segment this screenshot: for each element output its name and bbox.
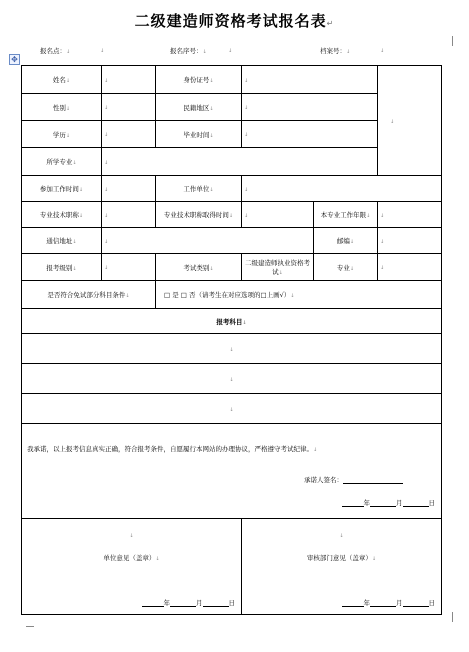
exempt-options[interactable]: □ 是 □ 否（请考生在对应选项的□上画√）↓ xyxy=(156,281,442,309)
tech-title-time-label: 专业技术职称取得时间↓ xyxy=(156,202,242,228)
tech-title-label: 专业技术职称↓ xyxy=(22,202,102,228)
work-start-label: 参加工作时间↓ xyxy=(22,176,102,202)
registration-seq-value[interactable]: ↓ xyxy=(228,48,233,54)
review-opinion-date[interactable]: 年 月 日 xyxy=(244,598,439,607)
work-unit-label: 工作单位↓ xyxy=(156,176,242,202)
pledge-date[interactable]: 年 月 日 xyxy=(27,498,439,507)
major-field[interactable]: ↓ xyxy=(102,148,378,176)
form-title-text: 二级建造师资格考试报名表 xyxy=(134,12,327,30)
region-field[interactable]: ↓ xyxy=(242,94,378,121)
pledge-cell xyxy=(22,424,442,519)
postcode-field[interactable]: ↓ xyxy=(378,228,442,254)
exempt-question-label: 是否符合免试部分科目条件↓ xyxy=(22,281,156,309)
unit-opinion-date[interactable]: 年 月 日 xyxy=(24,598,239,607)
education-label: 学历↓ xyxy=(22,121,102,148)
exam-level-field[interactable]: ↓ xyxy=(102,254,156,281)
id-number-field[interactable]: ↓ xyxy=(242,66,378,94)
crop-mark-icon xyxy=(26,626,34,633)
file-number-label: 档案号：↓ xyxy=(320,47,351,55)
crop-mark-icon xyxy=(452,36,459,46)
subjects-header: 报考科目↓ xyxy=(22,309,442,334)
gender-label: 性别↓ xyxy=(22,94,102,121)
subject-row-1[interactable]: ↓ xyxy=(22,334,442,364)
education-field[interactable]: ↓ xyxy=(102,121,156,148)
subject-row-3[interactable]: ↓ xyxy=(22,394,442,424)
cert-major-label: 二级建造师执业资格考试↓ xyxy=(242,254,314,281)
specialty-field[interactable]: ↓ xyxy=(378,254,442,281)
paragraph-mark-icon: ↵ xyxy=(326,19,335,28)
major-label: 所学专业↓ xyxy=(22,148,102,176)
review-opinion-cell[interactable]: ↓ 审核部门意见（盖章）↓ 年 月 日 xyxy=(242,519,442,615)
major-years-label: 本专业工作年限↓ xyxy=(314,202,378,228)
registration-form-table xyxy=(21,65,442,615)
name-label: 姓名↓ xyxy=(22,66,102,94)
postcode-label: 邮编↓ xyxy=(314,228,378,254)
specialty-label: 专业↓ xyxy=(314,254,378,281)
work-unit-field[interactable]: ↓ xyxy=(242,176,442,202)
crop-mark-icon xyxy=(452,612,459,622)
gender-field[interactable]: ↓ xyxy=(102,94,156,121)
exam-category-label: 考试类别↓ xyxy=(156,254,242,281)
name-field[interactable]: ↓ xyxy=(102,66,156,94)
id-number-label: 身份证号↓ xyxy=(156,66,242,94)
unit-opinion-label: 单位意见（盖章）↓ xyxy=(103,554,160,562)
graduation-label: 毕业时间↓ xyxy=(156,121,242,148)
registration-seq-label: 报名序号：↓ xyxy=(170,47,207,55)
major-years-field[interactable]: ↓ xyxy=(378,202,442,228)
work-start-field[interactable]: ↓ xyxy=(102,176,156,202)
address-label: 通信地址↓ xyxy=(22,228,102,254)
pledge-signature[interactable]: 承诺人签名： xyxy=(27,475,439,484)
region-label: 民籍地区↓ xyxy=(156,94,242,121)
pledge-text: 我承诺，以上报考信息真实正确，符合报考条件，自愿履行本网站的办理协议，严格遵守考试纪律。↓ xyxy=(27,445,318,453)
graduation-field[interactable]: ↓ xyxy=(242,121,378,148)
exam-level-label: 报考级别↓ xyxy=(22,254,102,281)
review-opinion-label: 审核部门意见（盖章）↓ xyxy=(306,554,377,562)
photo-cell[interactable]: ↓ xyxy=(378,66,442,176)
address-field[interactable]: ↓ xyxy=(102,228,314,254)
file-number-value[interactable]: ↓ xyxy=(380,48,385,54)
subject-row-2[interactable]: ↓ xyxy=(22,364,442,394)
unit-opinion-cell[interactable]: ↓ 单位意见（盖章）↓ 年 月 日 xyxy=(22,519,242,615)
table-move-handle-icon[interactable]: ✥ xyxy=(9,54,20,65)
tech-title-time-field[interactable]: ↓ xyxy=(242,202,314,228)
tech-title-field[interactable]: ↓ xyxy=(102,202,156,228)
form-title xyxy=(0,10,469,31)
registration-point-value[interactable]: ↓ xyxy=(100,48,105,54)
registration-point-label: 报名点：↓ xyxy=(40,47,71,55)
